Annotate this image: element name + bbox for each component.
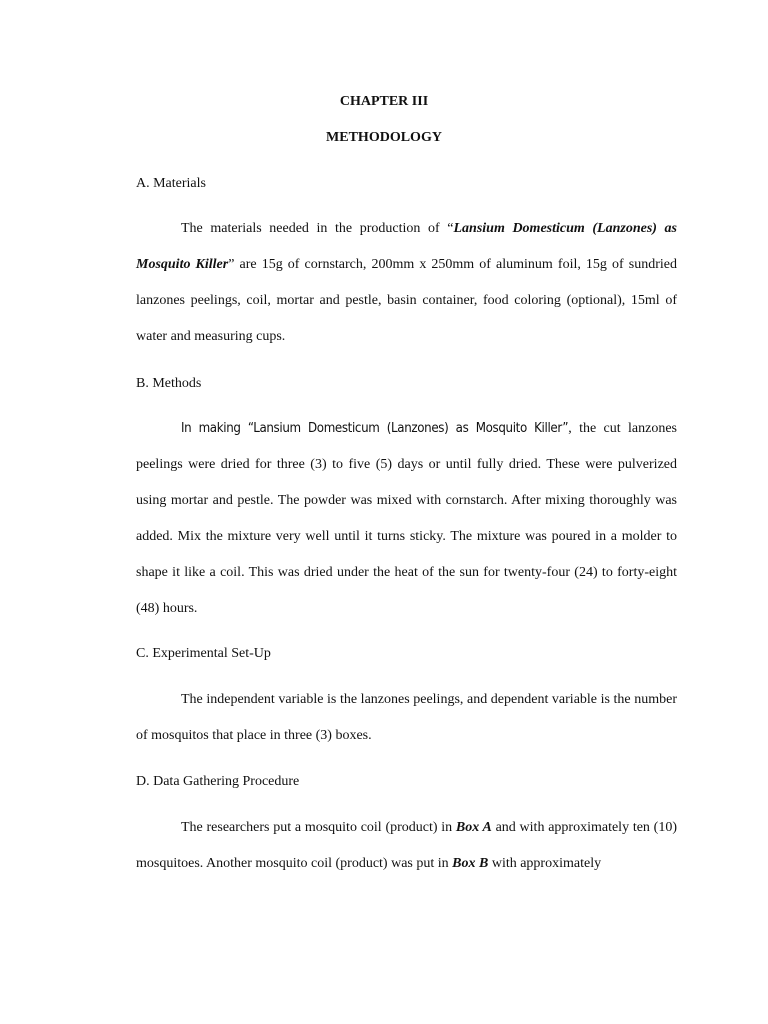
data-gathering-text-1: The researchers put a mosquito coil (product) in [181,820,456,835]
page-title: METHODOLOGY [326,130,442,145]
data-gathering-text-2: and with approximately ten (10) mosquitoes. Another mosquito coil (product) was put in [136,820,677,871]
materials-text-2: ” are 15g of cornstarch, 200mm x 250mm of aluminum foil, 15g of sundried lanzones peelings, coil, mortar and pestle, basin container, food coloring (optional), 15ml of water and measuring cups. [136,257,677,344]
methods-paragraph [136,411,677,627]
methods-text-2: , the cut lanzones peelings were dried for three (3) to five (5) days or until fully dried. These were pulverized using mortar and pestle. The powder was mixed with cornstarch. After mixing thoroughly was added. Mix the mixture very well until it turns sticky. The mixture was poured in a molder to shape it like a coil. This was dried under the heat of the sun for twenty-four (24) to forty-eight (48) hours. [136,421,677,616]
box-b-label: Box B [452,856,489,871]
section-heading-methods: B. Methods [136,376,202,391]
data-gathering-paragraph [136,810,677,882]
experimental-setup-paragraph: The independent variable is the lanzones peelings, and dependent variable is the number of mosquitos that place in three (3) boxes. [136,692,677,743]
box-a-label: Box A [455,820,492,835]
materials-text-1: The materials needed in the production of “ [181,221,454,236]
section-heading-materials: A. Materials [136,176,206,191]
methods-text-1: In making “Lansium Domesticum (Lanzones) as Mosquito Killer” [181,421,569,436]
data-gathering-text-3: with approximately [488,856,602,871]
section-heading-data-gathering: D. Data Gathering Procedure [136,774,300,789]
materials-product-title: Lansium Domesticum (Lanzones) as Mosquito Killer [136,221,677,272]
chapter-label: CHAPTER III [339,94,429,109]
section-heading-experimental-setup: C. Experimental Set-Up [136,646,271,661]
materials-paragraph [136,211,677,355]
